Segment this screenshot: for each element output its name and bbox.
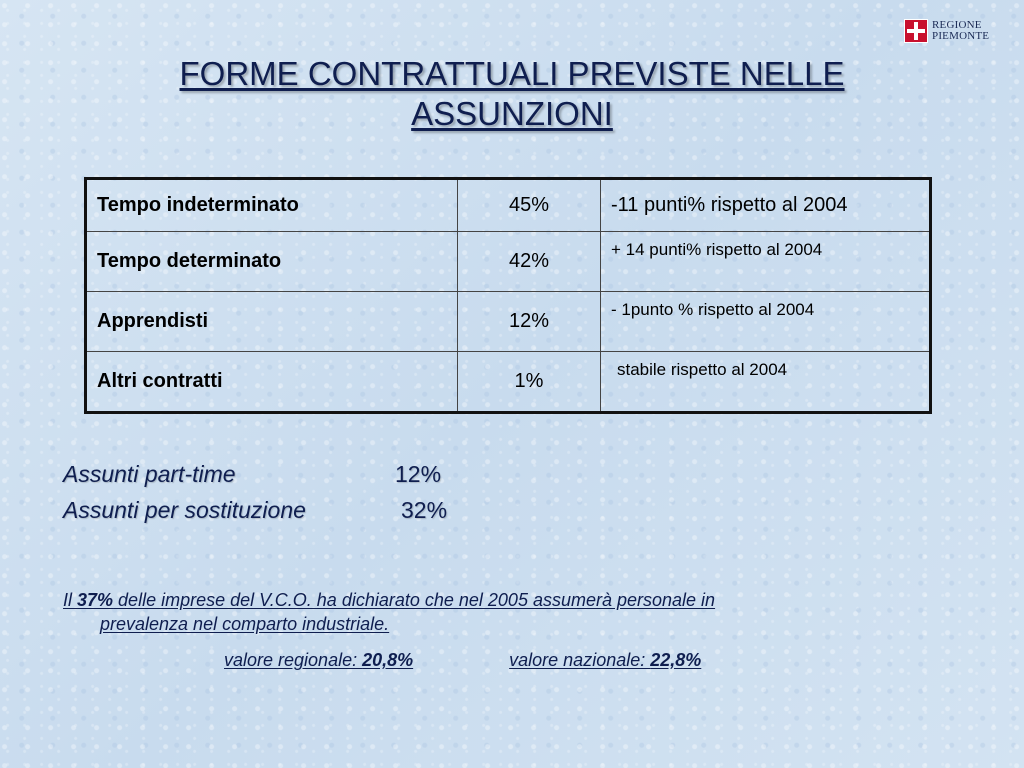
contract-type-cell: Apprendisti — [86, 292, 458, 352]
share-cell: 12% — [458, 292, 601, 352]
change-cell: stabile rispetto al 2004 — [601, 352, 931, 413]
stat-label: Assunti per sostituzione — [63, 497, 306, 523]
table-row — [86, 292, 931, 352]
contract-types-table — [84, 177, 932, 414]
contract-type-cell: Tempo indeterminato — [86, 179, 458, 232]
logo-line-2: PIEMONTE — [932, 30, 990, 42]
national-value: 22,8% — [650, 650, 702, 670]
note-highlight: 37% — [77, 590, 114, 610]
title-line-1: FORME CONTRATTUALI PREVISTE NELLE — [179, 55, 845, 92]
contract-type-cell: Altri contratti — [86, 352, 458, 413]
comparison-values — [224, 648, 701, 672]
share-cell: 45% — [458, 179, 601, 232]
regional-value: 20,8% — [362, 650, 414, 670]
stat-value: 12% — [395, 461, 442, 487]
logo-line-1: REGIONE — [932, 19, 982, 31]
stat-value: 32% — [401, 497, 448, 523]
hiring-stats — [63, 456, 448, 528]
change-cell: + 14 punti% rispetto al 2004 — [601, 232, 931, 292]
share-cell: 1% — [458, 352, 601, 413]
stat-part-time — [63, 456, 442, 492]
table-row — [86, 352, 931, 413]
stat-label: Assunti part-time — [63, 461, 236, 487]
contract-type-cell: Tempo determinato — [86, 232, 458, 292]
national-label: valore nazionale: — [509, 650, 651, 670]
table-row — [86, 179, 931, 232]
share-cell: 42% — [458, 232, 601, 292]
table-row — [86, 232, 931, 292]
change-cell: - 1punto % rispetto al 2004 — [601, 292, 931, 352]
regional-label: valore regionale: — [224, 650, 363, 670]
logo-text — [932, 20, 989, 42]
note-prefix: Il — [63, 590, 78, 610]
piemonte-flag-icon — [904, 19, 928, 43]
page-title — [0, 54, 1024, 134]
note-text: delle imprese del V.C.O. ha dichiarato che nel 2005 assumerà personale in — [113, 590, 716, 610]
business-note — [63, 588, 923, 636]
regione-piemonte-logo — [904, 16, 994, 46]
title-line-2: ASSUNZIONI — [411, 95, 613, 132]
stat-substitution — [63, 492, 448, 528]
note-text-line-2: prevalenza nel comparto industriale. — [100, 614, 390, 634]
change-cell: -11 punti% rispetto al 2004 — [601, 179, 931, 232]
